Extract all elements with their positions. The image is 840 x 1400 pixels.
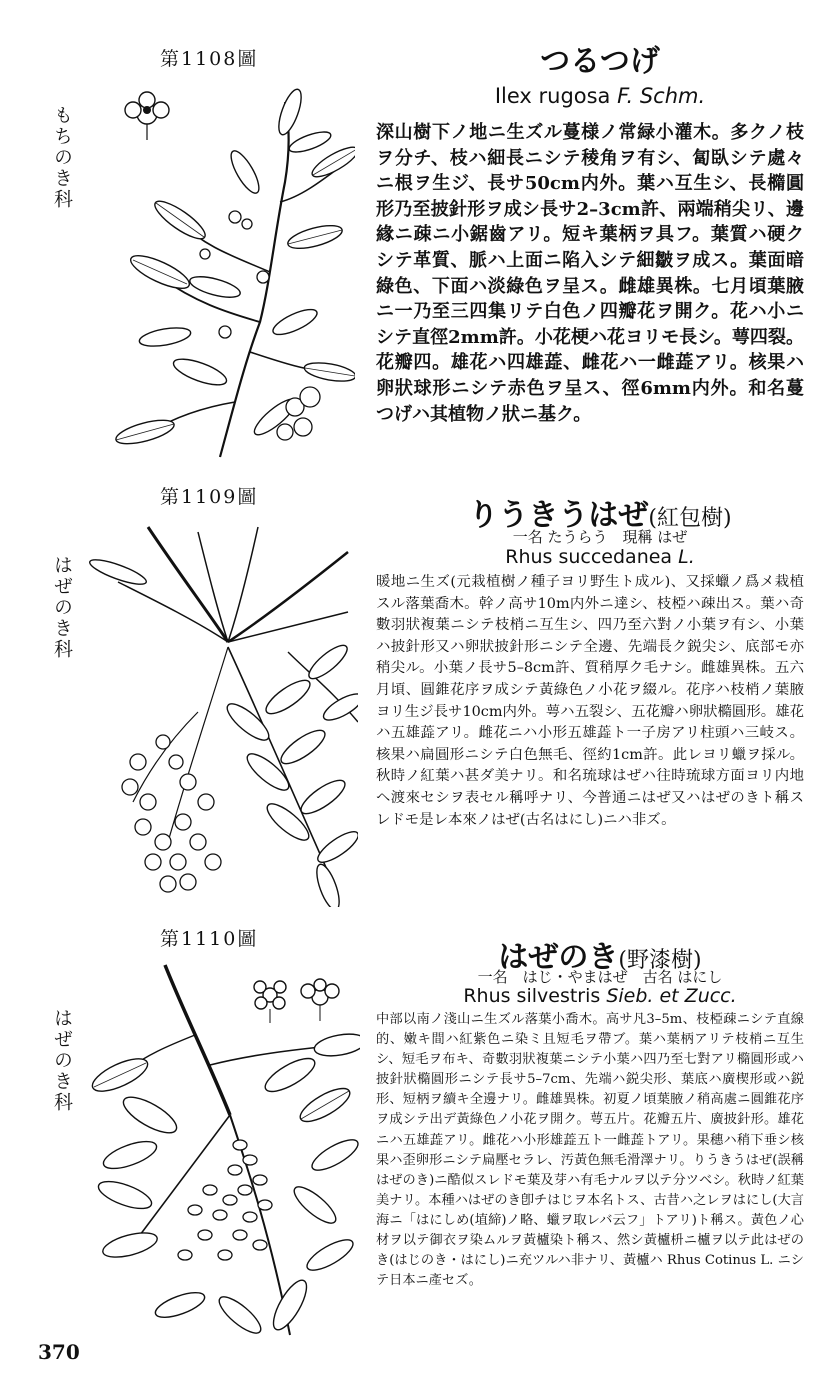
- scientific-name-line: [400, 84, 800, 108]
- figure-label: 第1109圖: [160, 486, 259, 508]
- scientific-name: Ilex rugosa: [494, 84, 611, 108]
- kanji-name: (野漆樹): [618, 948, 702, 973]
- family-label: はぜのき科: [51, 1008, 73, 1113]
- illustration-ilex-rugosa: [85, 72, 355, 467]
- figure-label: 第1108圖: [160, 48, 259, 70]
- scientific-name: Rhus silvestris: [463, 985, 601, 1007]
- family-label: はぜのき科: [51, 555, 73, 660]
- description: 深山樹下ノ地ニ生ズル蔓様ノ常緑小灌木。多クノ枝ヲ分チ、枝ハ細長ニシテ稜角ヲ有シ、匐臥シテ處々ニ根ヲ生ジ、長サ50cm内外。葉ハ互生シ、長橢圓形乃至披針形ヲ成シ長サ2–3cm許、兩端稍尖リ、邊緣ニ疎ニ小鋸齒アリ。短キ葉柄ヲ具フ。葉質ハ硬クシテ革質、脈ハ上面ニ陷入シテ細皺ヲ成ス。葉面暗綠色、下面ハ淡綠色ヲ呈ス。雌雄異株。七月頃葉腋ニ一乃至三四集リテ白色ノ四瓣花ヲ開ク。花ハ小ニシテ直徑2mm許。小花梗ハ花ヨリモ長シ。萼四裂。花瓣四。雄花ハ四雄蕋、雌花ハ一雌蕋アリ。核果ハ卵狀球形ニシテ赤色ヲ呈ス、徑6mm内外。和名蔓つげハ其植物ノ狀ニ基ク。: [376, 122, 804, 425]
- figure-label: 第1110圖: [160, 928, 259, 950]
- illustration-rhus-succedanea: [88, 512, 358, 907]
- family-label: もちのき科: [51, 105, 73, 210]
- flower-inset: [254, 981, 286, 1023]
- authority: L.: [678, 546, 695, 568]
- authority: F. Schm.: [617, 84, 706, 108]
- japanese-name: つるつげ: [540, 44, 660, 79]
- illustration-rhus-silvestris: [90, 955, 360, 1345]
- scientific-name: Rhus succedanea: [505, 546, 673, 568]
- rhus-silvestris-drawing: [90, 955, 360, 1345]
- authority: Sieb. et Zucc.: [606, 985, 737, 1007]
- page-number: 370: [38, 1340, 80, 1364]
- alternate-names: 一名 はじ・やまはぜ 古名 はにし: [477, 968, 723, 986]
- rhus-succedanea-drawing: [88, 512, 358, 907]
- description: 中部以南ノ淺山ニ生ズル落葉小喬木。高サ凡3–5m、枝椏疎ニシテ直線的、嫩キ間ハ紅紫色ニ染ミ且短毛ヲ帶ブ。葉ハ葉柄アリテ枝梢ニ互生シ、短毛ヲ布キ、奇數羽狀複葉ニシテ小葉ハ四乃至七對アリ橢圓形或ハ披針狀橢圓形ニシテ長サ5–7cm、先端ハ鋭尖形、葉底ハ廣楔形或ハ鋭形、短柄ヲ續キ全邊ナリ。雌雄異株。初夏ノ頃葉腋ノ稍高處ニ圓錐花序ヲ成シテ出デ黃綠色ノ小花ヲ開ク。萼五片。花瓣五片、廣披針形。雄花ニハ五雄蕋アリ。雌花ハ小形雄蕋五ト一雌蕋トアリ。果穗ハ稍下垂シ核果ハ歪卵形ニシテ扁壓セラレ、汚黃色無毛滑澤ナリ。りうきうはぜ(誤稱はぜのき)ニ酷似スレドモ葉及芽ハ有毛ナルヲ以テ分ツベシ。秋時ノ紅葉美ナリ。本種ハはぜのき卽チはじヲ本名トス、古昔ハ之レヲはにし(大言海ニ「はにしめ(埴締)ノ略、蠟ヲ取レバ云フ」トアリ)ト稱ス。黃色ノ心材ヲ以テ御衣ヲ染ムルヲ黃櫨染ト稱ス、然シ黃櫨枡ニ櫨ヲ以テ此はぜのき(はじのき・はにし)ニ充ツルハ非ナリ、黃櫨ハ Rhus Cotinus L. ニシテ日本ニ產セズ。: [376, 1012, 804, 1289]
- japanese-name: りうきうはぜ: [468, 498, 649, 533]
- ilex-branch-drawing: [85, 72, 355, 467]
- scientific-name-line: [380, 985, 820, 1007]
- species-japanese-name: [400, 36, 800, 80]
- flower-inset: [125, 92, 169, 140]
- japanese-name: はぜのき: [498, 940, 619, 975]
- description: 暖地ニ生ズ(元栽植樹ノ種子ヨリ野生ト成ル)、又採蠟ノ爲メ栽植スル落葉喬木。幹ノ高サ10m内外ニ達シ、枝椏ハ疎出ス。葉ハ奇數羽狀複葉ニシテ枝梢ニ互生シ、四乃至六對ノ小葉ヲ有シ、小葉ハ披針形又ハ卵狀披針形ニシテ全邊、先端長ク鋭尖シ、底部モ亦稍尖ル。小葉ノ長サ5–8cm許、質稍厚ク毛ナシ。雌雄異株。五六月頃、圓錐花序ヲ成シテ黃綠色ノ小花ヲ綴ル。花序ハ枝梢ノ葉腋ヨリ生ジ長サ10cm内外。萼ハ五裂シ、五花瓣ハ卵狀橢圓形。雄花ハ五雄蕋アリ。雌花ニハ小形五雄蕋ト一子房アリ柱頭ハ三岐ス。核果ハ扁圓形ニシテ白色無毛、徑約1cm許。此レヨリ蠟ヲ採ル。秋時ノ紅葉ハ甚ダ美ナリ。和名琉球はぜハ往時琉球方面ヨリ内地ヘ渡來セシヲ表セル稱呼ナリ、今普通ニはぜ又ハはぜのきト稱スレドモ是レ本來ノはぜ(古名はにし)ニハ非ズ。: [376, 574, 804, 828]
- scientific-name-line: [400, 546, 800, 568]
- alternate-names: 一名 たうらう 現稱 はぜ: [512, 528, 688, 546]
- kanji-name: (紅包樹): [648, 506, 732, 531]
- flower-inset: [301, 979, 339, 1021]
